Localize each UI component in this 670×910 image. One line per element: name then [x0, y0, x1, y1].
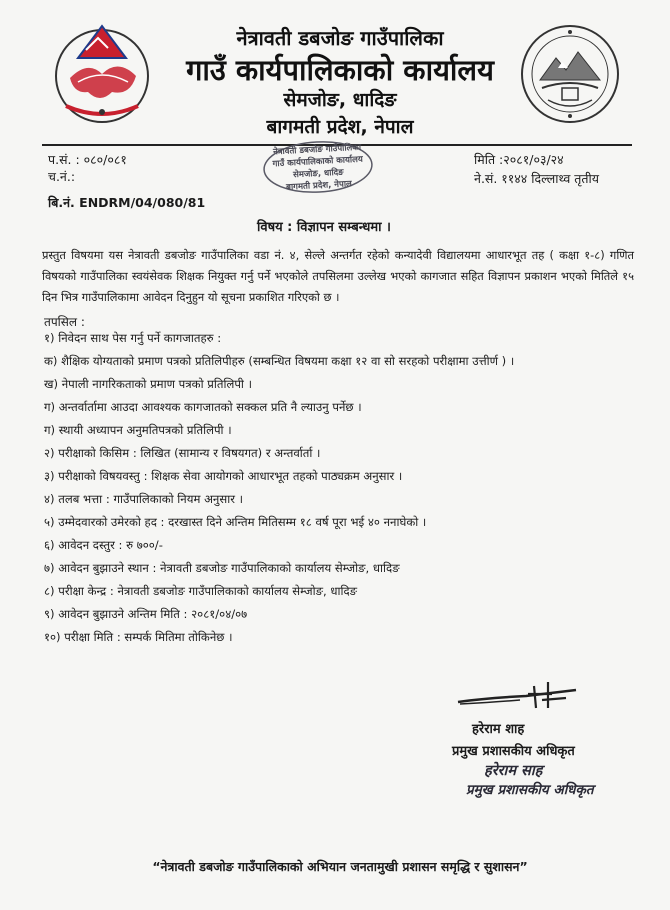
advertisement-number: बि.नं. ENDRM/04/080/81 [48, 195, 206, 210]
detail-item: क) शैक्षिक योग्यताको प्रमाण पत्रको प्रतिलिपीहरु (सम्बन्धित विषयमा कक्षा १२ वा सो सरहको परीक्षामा उत्तीर्ण ) । [44, 354, 515, 368]
detail-item: ख) नेपाली नागरिकताको प्रमाण पत्रको प्रतिलिपी । [44, 377, 252, 391]
municipality-motto: “नेत्रावती डबजोङ गाउँपालिकाको अभियान जनतामुखी प्रशासन समृद्धि र सुशासन” [152, 859, 528, 874]
notice-date: मिति :२०८१/०३/२४ [474, 152, 564, 167]
details-list [44, 327, 634, 649]
detail-item: १०) परीक्षा मिति : सम्पर्क मितिमा तोकिनेछ । [44, 630, 233, 644]
nepal-emblem-icon [48, 18, 156, 130]
notice-subject: विषय : विज्ञापन सम्बन्धमा । [257, 220, 391, 235]
detail-item: ३) परीक्षाको विषयवस्तु : शिक्षक सेवा आयोगको आधारभूत तहको पाठ्यक्रम अनुसार । [44, 469, 403, 483]
office-stamp [261, 137, 376, 197]
signatory-title: प्रमुख प्रशासकीय अधिकृत [452, 744, 575, 759]
title-stamp: प्रमुख प्रशासकीय अधिकृत [466, 782, 594, 798]
detail-item: ६) आवेदन दस्तुर : रु ७००/- [44, 538, 163, 552]
detail-item: ४) तलब भत्ता : गाउँपालिकाको नियम अनुसार । [44, 492, 244, 506]
detail-item: ग) अन्तर्वार्तामा आउदा आवश्यक कागजातको सक्कल प्रति नै ल्याउनु पर्नेछ । [44, 400, 362, 414]
nepal-sambat-date: ने.सं. ११४४ दिल्लाथ्व तृतीय [474, 171, 599, 186]
detail-item: १) निवेदन साथ पेस गर्नु पर्ने कागजातहरु : [44, 331, 222, 345]
detail-item: ८) परीक्षा केन्द्र : नेत्रावती डबजोङ गाउँपालिकाको कार्यालय सेम्जोङ, धादिङ [44, 584, 358, 598]
reference-cn: च.नं.: [48, 169, 76, 184]
stamp-line-4: बागमती प्रदेश, नेपाल [285, 179, 353, 193]
municipality-logo-icon [518, 22, 622, 126]
detail-item: २) परीक्षाको किसिम : लिखित (सामान्य र विषयगत) र अन्तर्वार्ता । [44, 446, 321, 460]
stamp-line-2: गाउँ कार्यपालिकाको कार्यालय [272, 154, 364, 170]
signature-icon [456, 678, 582, 714]
stamp-line-1: नेत्रावती डबजोङ गाउँपालिका [272, 142, 362, 158]
reference-ps: प.सं. : ०८०/०८१ [48, 152, 127, 167]
detail-item: ७) आवेदन बुझाउने स्थान : नेत्रावती डबजोङ गाउँपालिकाको कार्यालय सेम्जोङ, धादिङ [44, 561, 400, 575]
municipality-name: नेत्रावती डबजोङ गाउँपालिका [236, 26, 444, 50]
detail-item: ९) आवेदन बुझाउने अन्तिम मिति : २०८१/०४/०७ [44, 607, 248, 621]
details-title: तपसिल : [44, 315, 85, 329]
detail-item: ग) स्थायी अध्यापन अनुमतिपत्रको प्रतिलिपी । [44, 423, 232, 437]
stamp-line-3: सेमजोङ, धादिङ [292, 167, 344, 181]
office-location: सेमजोङ, धादिङ [283, 89, 397, 111]
office-province: बागमती प्रदेश, नेपाल [266, 116, 414, 138]
detail-item: ५) उम्मेदवारको उमेरको हद : दरखास्त दिने अन्तिम मितिसम्म १८ वर्ष पूरा भई ४० ननाघेको । [44, 515, 427, 529]
office-name: गाउँ कार्यपालिकाको कार्यालय [186, 53, 494, 87]
name-stamp: हरेराम साह [484, 763, 543, 779]
notice-body: प्रस्तुत विषयमा यस नेत्रावती डबजोङ गाउँपालिका वडा नं. ४, सेल्ले अन्तर्गत रहेको कन्यादेवी विद्यालयमा आधारभूत तह ( कक्षा १-८) गणित विषयको गाउँपालिका स्वयंसेवक शिक्षक नियुक्त गर्नु पर्ने भएकोले तपसिलमा उल्लेख भएको कागजात सहित विज्ञापन प्रकाशन भएको मितिले १५ दिन भित्र गाउँपालिकामा आवेदन दिनुहुन यो सूचना प्रकाशित गरिएको छ । [42, 248, 634, 304]
signatory-name: हरेराम शाह [472, 722, 525, 737]
